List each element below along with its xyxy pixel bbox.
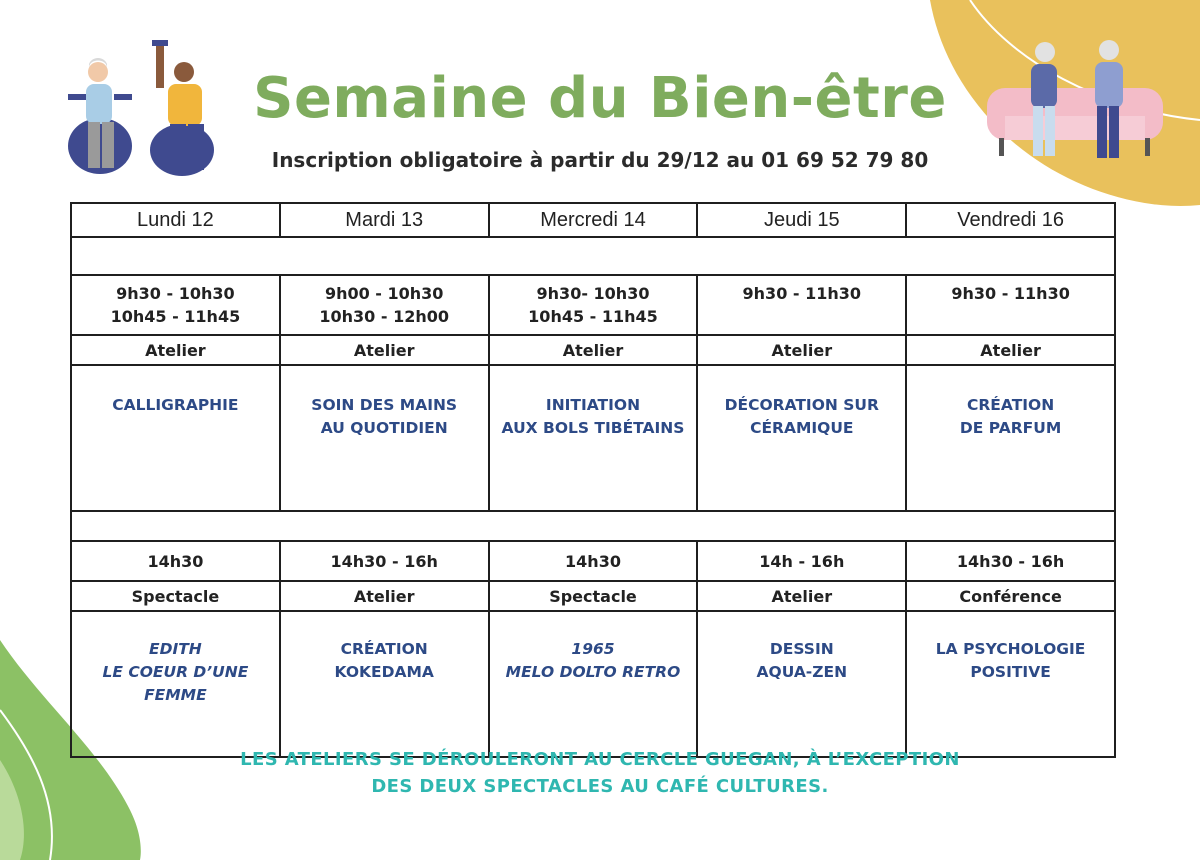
day-header: Mercredi 14 — [489, 203, 698, 237]
type-cell: Atelier — [280, 335, 489, 365]
spacer-row — [71, 237, 1115, 275]
time-cell: 14h30 — [489, 541, 698, 581]
type-cell: Spectacle — [489, 581, 698, 611]
type-cell: Conférence — [906, 581, 1115, 611]
registration-info: Inscription obligatoire à partir du 29/12 au 01 69 52 79 80 — [271, 148, 929, 172]
morning-types-row — [71, 335, 1115, 365]
time-cell: 14h - 16h — [697, 541, 906, 581]
time-cell: 14h30 - 16h — [906, 541, 1115, 581]
day-header: Mardi 13 — [280, 203, 489, 237]
activity-cell: INITIATION AUX BOLS TIBÉTAINS — [489, 365, 698, 511]
type-cell: Atelier — [489, 335, 698, 365]
day-header: Jeudi 15 — [697, 203, 906, 237]
spacer-row — [71, 511, 1115, 541]
type-cell: Atelier — [697, 335, 906, 365]
afternoon-activities-row — [71, 611, 1115, 757]
type-cell: Atelier — [697, 581, 906, 611]
time-cell: 9h30 - 11h30 — [906, 275, 1115, 335]
activity-cell: SOIN DES MAINS AU QUOTIDIEN — [280, 365, 489, 511]
type-cell: Atelier — [280, 581, 489, 611]
activity-cell: DÉCORATION SUR CÉRAMIQUE — [697, 365, 906, 511]
time-cell: 9h30 - 10h30 10h45 - 11h45 — [71, 275, 280, 335]
activity-cell: 1965 MELO DOLTO RETRO — [489, 611, 698, 757]
time-cell: 14h30 — [71, 541, 280, 581]
activity-cell: LA PSYCHOLOGIE POSITIVE — [906, 611, 1115, 757]
type-cell: Atelier — [906, 335, 1115, 365]
location-note: LES ATELIERS SE DÉROULERONT AU CERCLE GUEGAN, À L’EXCEPTION DES DEUX SPECTACLES AU CAFÉ CULTURES. — [240, 749, 960, 797]
morning-times-row — [71, 275, 1115, 335]
schedule-table — [70, 202, 1116, 758]
afternoon-types-row — [71, 581, 1115, 611]
day-header: Vendredi 16 — [906, 203, 1115, 237]
activity-cell: CRÉATION DE PARFUM — [906, 365, 1115, 511]
time-cell: 14h30 - 16h — [280, 541, 489, 581]
type-cell: Spectacle — [71, 581, 280, 611]
time-cell: 9h30 - 11h30 — [697, 275, 906, 335]
afternoon-times-row — [71, 541, 1115, 581]
type-cell: Atelier — [71, 335, 280, 365]
day-header: Lundi 12 — [71, 203, 280, 237]
time-cell: 9h30- 10h30 10h45 - 11h45 — [489, 275, 698, 335]
time-cell: 9h00 - 10h30 10h30 - 12h00 — [280, 275, 489, 335]
page-title: Semaine du Bien-être — [253, 66, 947, 131]
activity-cell: CALLIGRAPHIE — [71, 365, 280, 511]
activity-cell: EDITH LE COEUR D’UNE FEMME — [71, 611, 280, 757]
activity-cell: DESSIN AQUA-ZEN — [697, 611, 906, 757]
morning-activities-row — [71, 365, 1115, 511]
days-row — [71, 203, 1115, 237]
activity-cell: CRÉATION KOKEDAMA — [280, 611, 489, 757]
